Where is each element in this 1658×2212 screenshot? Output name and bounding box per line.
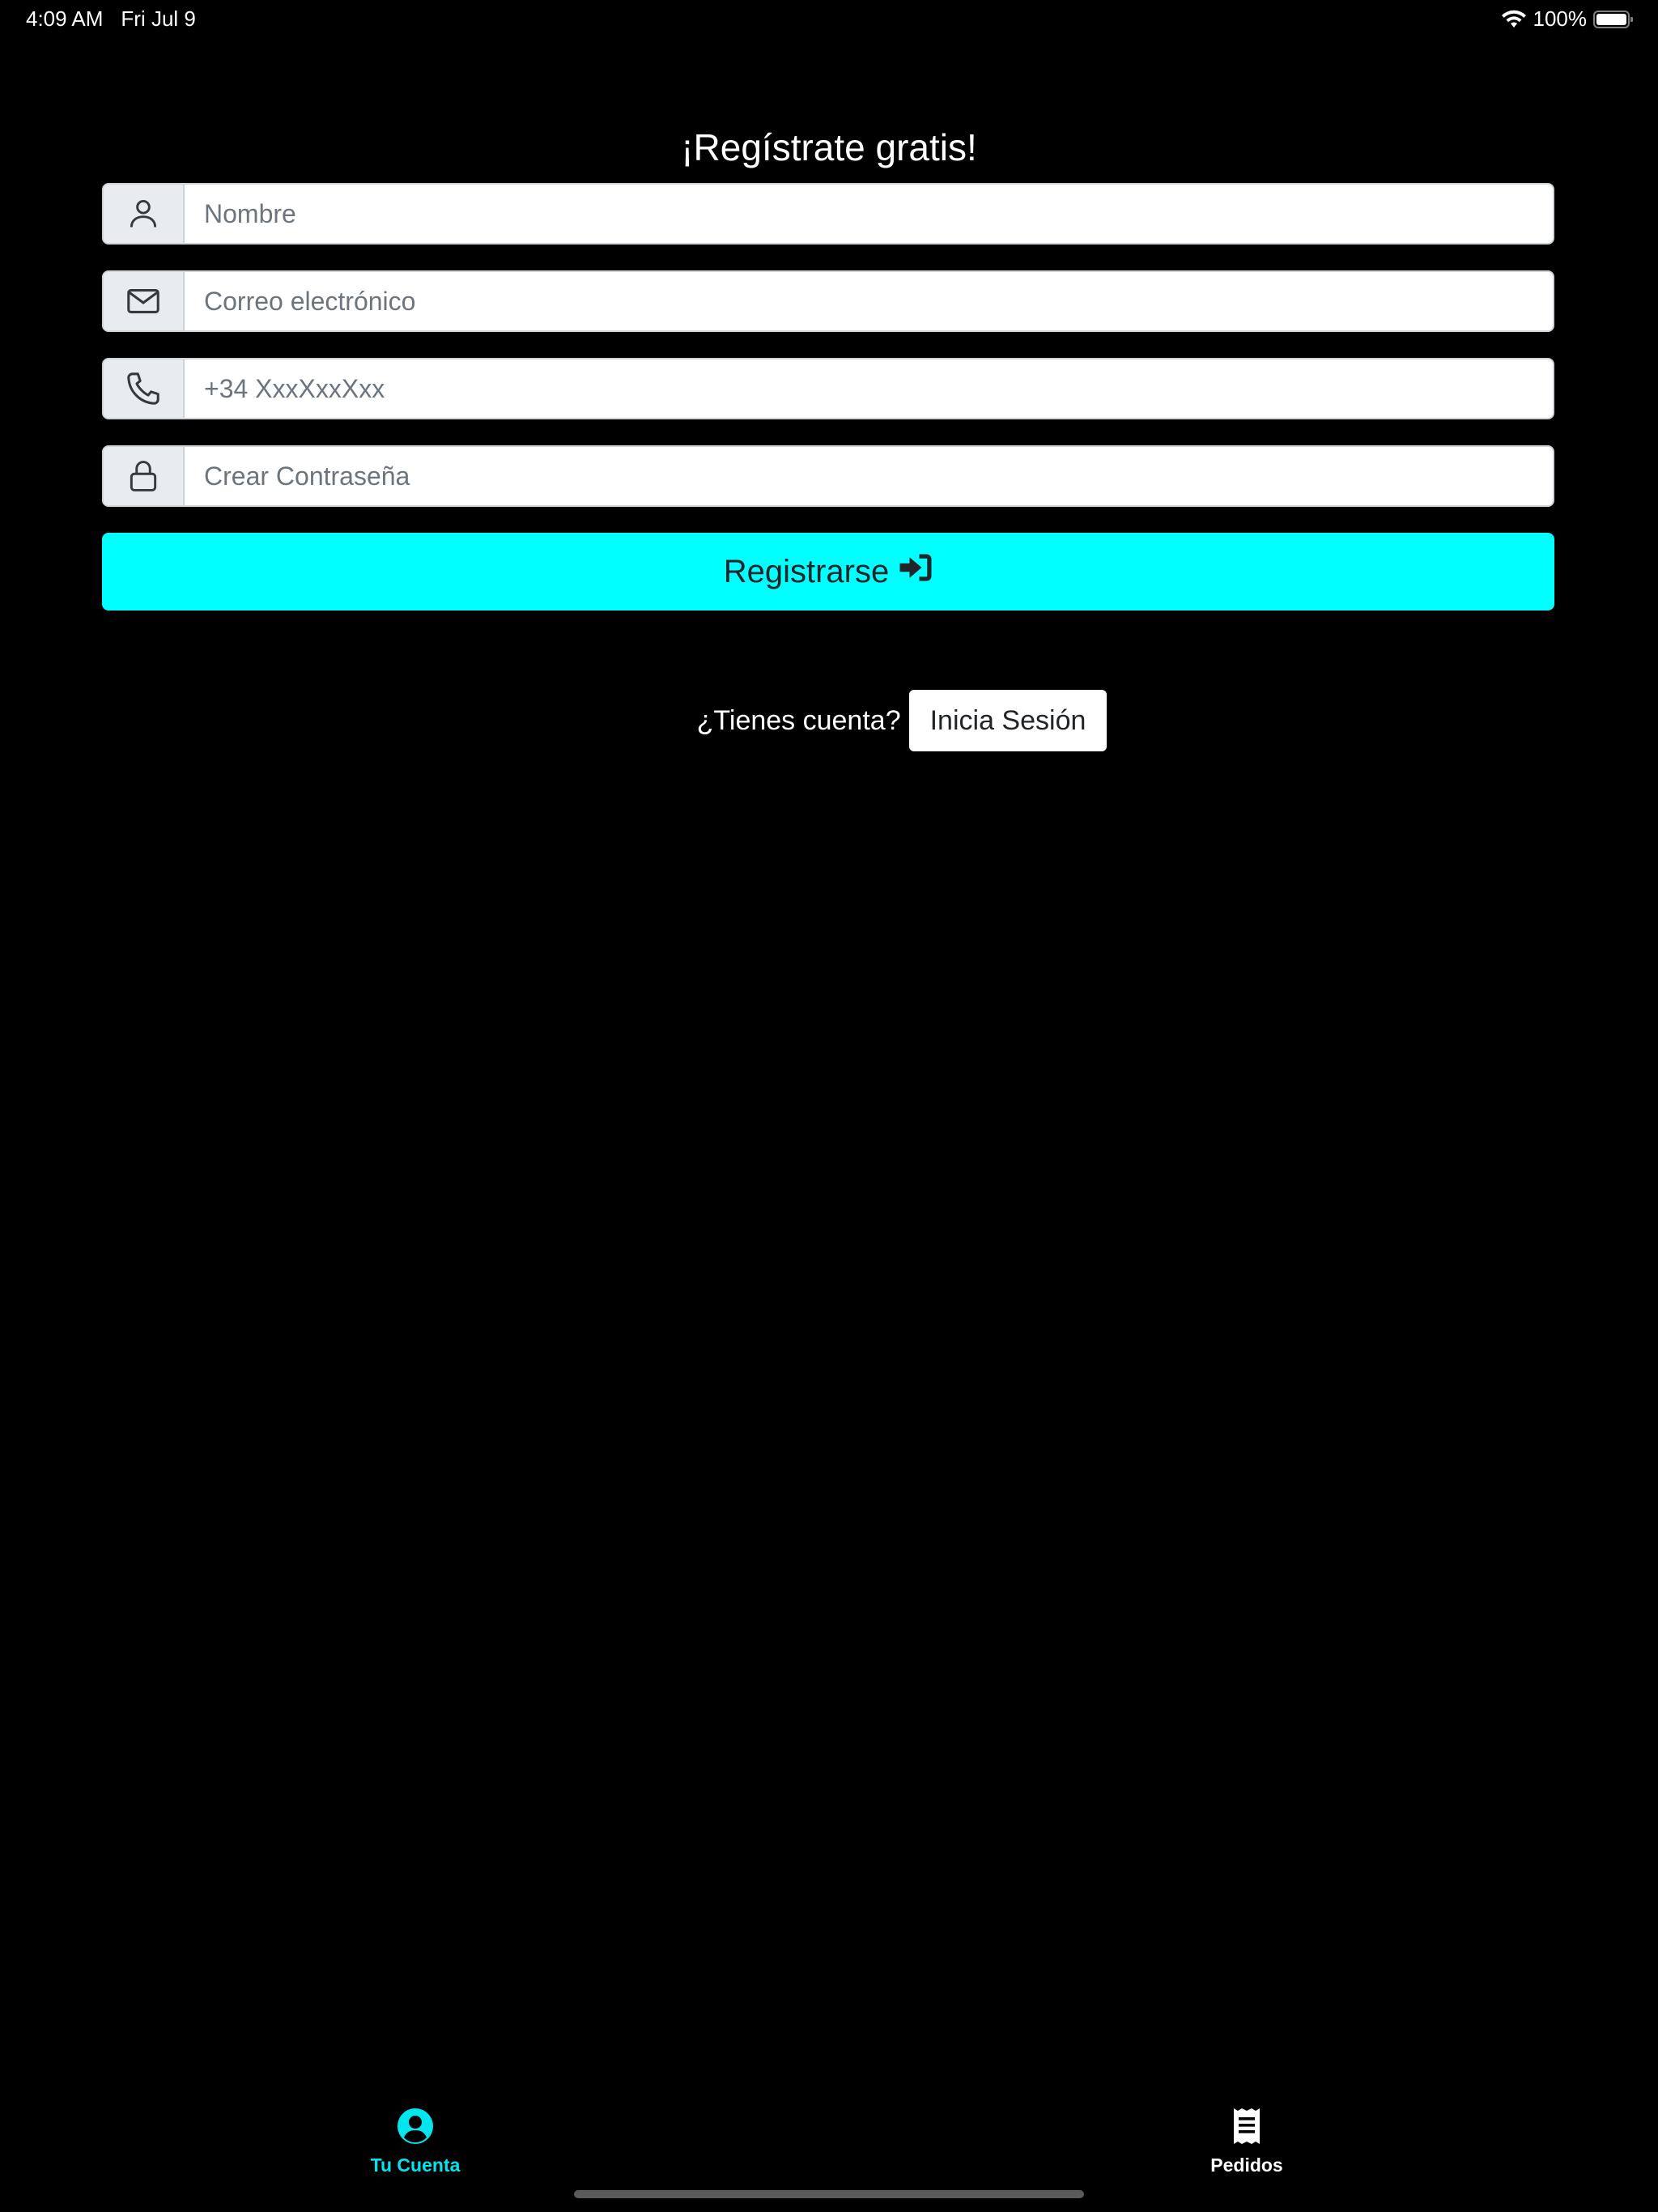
phone-input[interactable]	[185, 359, 1553, 418]
receipt-icon	[1231, 2107, 1263, 2150]
login-row	[0, 690, 1658, 751]
status-date: Fri Jul 9	[121, 6, 196, 31]
name-input-group	[102, 183, 1554, 245]
phone-icon	[104, 359, 185, 418]
lock-icon	[104, 447, 185, 505]
phone-input-group	[102, 358, 1554, 419]
status-right	[1501, 6, 1635, 32]
register-form	[102, 183, 1554, 610]
status-time: 4:09 AM	[26, 6, 104, 31]
register-button[interactable]	[102, 533, 1554, 610]
tab-pedidos[interactable]	[1166, 2107, 1328, 2176]
user-circle-icon	[396, 2107, 435, 2150]
battery-percent: 100%	[1533, 6, 1587, 31]
password-input-group	[102, 445, 1554, 507]
envelope-icon	[104, 272, 185, 330]
wifi-icon	[1501, 10, 1527, 29]
battery-icon	[1593, 10, 1634, 29]
tab-label: Pedidos	[1210, 2155, 1283, 2176]
status-bar	[0, 0, 1658, 39]
tab-tu-cuenta[interactable]	[334, 2107, 496, 2176]
name-input[interactable]	[185, 185, 1553, 243]
tab-label: Tu Cuenta	[370, 2155, 461, 2176]
password-input[interactable]	[185, 447, 1553, 505]
user-icon	[104, 185, 185, 243]
email-input-group	[102, 270, 1554, 332]
home-indicator	[574, 2190, 1084, 2198]
email-input[interactable]	[185, 272, 1553, 330]
login-button[interactable]: Inicia Sesión	[909, 690, 1107, 751]
page-title: ¡Regístrate gratis!	[681, 126, 977, 168]
status-left	[26, 6, 196, 32]
sign-in-icon	[899, 552, 933, 591]
login-prompt: ¿Tienes cuenta?	[696, 704, 901, 736]
register-button-label: Registrarse	[723, 553, 890, 589]
